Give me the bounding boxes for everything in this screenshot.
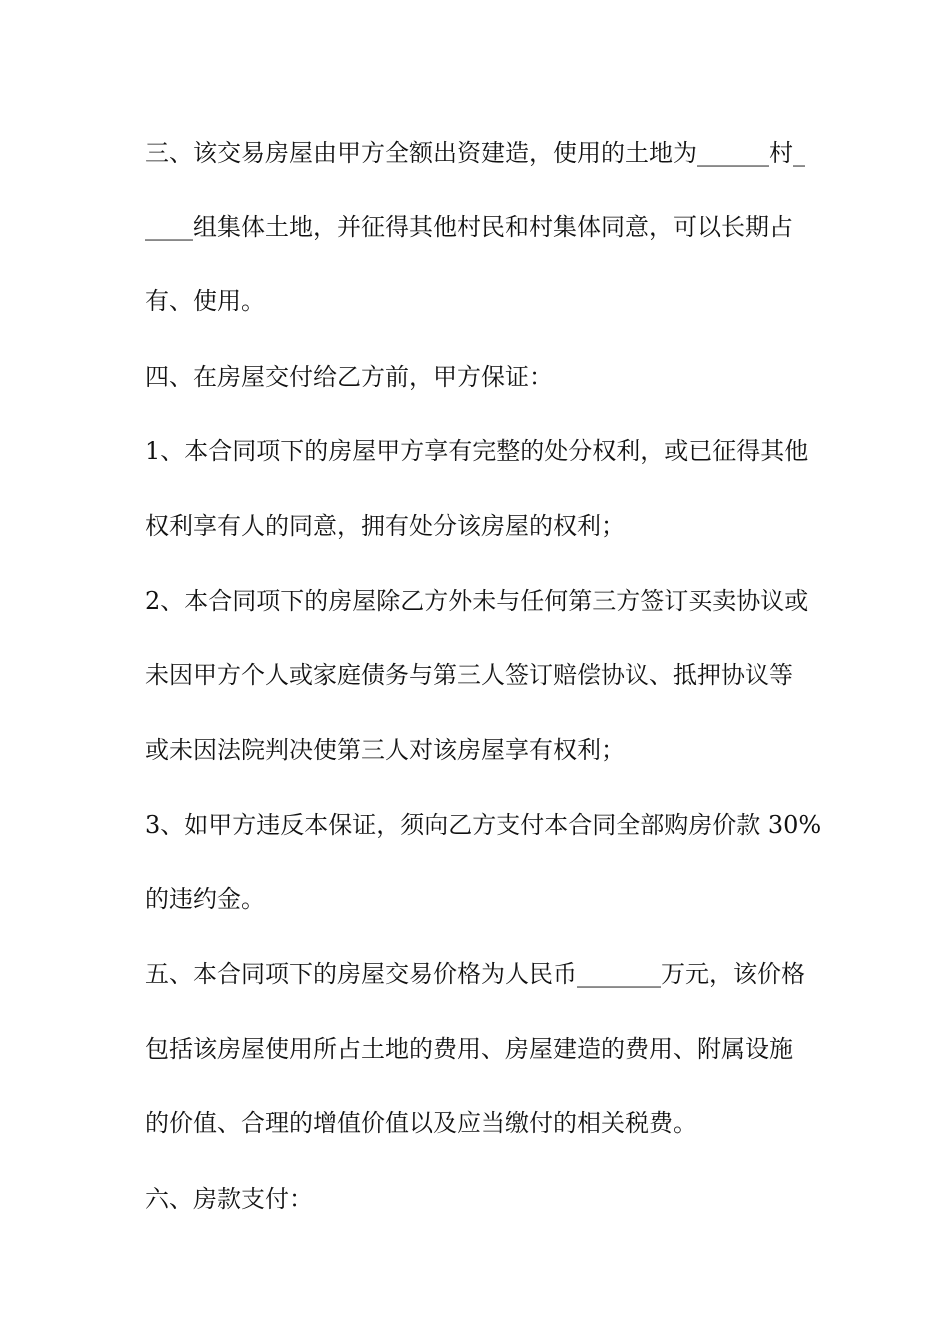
section-heading: 六、房款支付： [145,1185,313,1213]
text-line: 或未因法院判决使第三人对该房屋享有权利； [145,736,625,764]
text-line: 包括该房屋使用所占土地的费用、房屋建造的费用、附属设施 [145,1035,793,1063]
section-heading: 四、在房屋交付给乙方前，甲方保证： [145,363,553,391]
text-line: 2、本合同项下的房屋除乙方外未与任何第三方签订买卖协议或 [145,587,809,615]
text-line: 未因甲方个人或家庭债务与第三人签订赔偿协议、抵押协议等 [145,661,793,689]
text-line: 的违约金。 [145,885,265,913]
text-line: 有、使用。 [145,287,265,315]
text-line: 的价值、合理的增值价值以及应当缴付的相关税费。 [145,1109,697,1137]
text-line: ____组集体土地，并征得其他村民和村集体同意，可以长期占 [145,213,793,241]
text-line: 1、本合同项下的房屋甲方享有完整的处分权利，或已征得其他 [145,437,809,465]
text-line: 权利享有人的同意，拥有处分该房屋的权利； [145,512,625,540]
text-line: 三、该交易房屋由甲方全额出资建造，使用的土地为______村_ [145,139,805,167]
text-line: 五、本合同项下的房屋交易价格为人民币_______万元，该价格 [145,960,805,988]
text-line: 3、如甲方违反本保证，须向乙方支付本合同全部购房价款 30% [145,811,822,839]
